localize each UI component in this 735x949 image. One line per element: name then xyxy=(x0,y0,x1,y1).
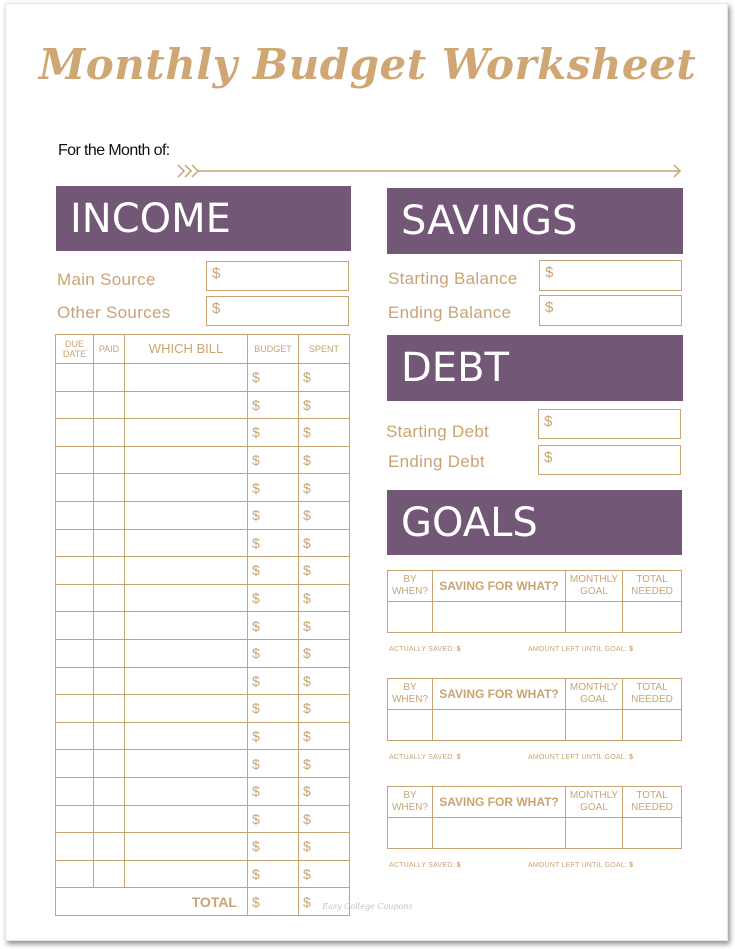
which-bill-cell[interactable] xyxy=(125,364,248,392)
due-date-cell[interactable] xyxy=(56,667,94,695)
monthly-goal-cell[interactable] xyxy=(566,710,623,741)
which-bill-cell[interactable] xyxy=(125,750,248,778)
goal-header-row xyxy=(388,571,682,602)
due-date-cell[interactable] xyxy=(56,777,94,805)
total-needed-cell[interactable] xyxy=(623,602,682,633)
saving-for-what-header: SAVING FOR WHAT? xyxy=(433,787,566,818)
budget-cell[interactable]: $ xyxy=(248,667,299,695)
monthly-goal-header: MONTHLY GOAL xyxy=(566,679,623,710)
which-bill-cell[interactable] xyxy=(125,446,248,474)
paid-cell[interactable] xyxy=(94,639,125,667)
paid-cell[interactable] xyxy=(94,364,125,392)
amount-left-currency: $ xyxy=(629,646,634,653)
goal-header-row xyxy=(388,787,682,818)
debt-ending-label: Ending Debt xyxy=(388,452,485,471)
budget-cell[interactable]: $ xyxy=(248,364,299,392)
budget-cell[interactable]: $ xyxy=(248,833,299,861)
which-bill-header: WHICH BILL xyxy=(125,335,248,364)
goal-entry-row xyxy=(388,602,682,633)
due-date-cell[interactable] xyxy=(56,557,94,585)
paid-cell[interactable] xyxy=(94,391,125,419)
which-bill-cell[interactable] xyxy=(125,667,248,695)
income-main-source-input[interactable]: $ xyxy=(206,261,349,291)
bill-row xyxy=(56,557,350,585)
spent-cell[interactable]: $ xyxy=(299,474,350,502)
bills-table xyxy=(55,334,350,916)
spent-cell[interactable]: $ xyxy=(299,529,350,557)
actually-saved-currency: $ xyxy=(456,862,461,869)
due-date-cell[interactable] xyxy=(56,860,94,888)
due-date-cell[interactable] xyxy=(56,501,94,529)
goal-header-row xyxy=(388,679,682,710)
paid-cell[interactable] xyxy=(94,474,125,502)
bill-row xyxy=(56,584,350,612)
spent-cell[interactable]: $ xyxy=(299,584,350,612)
goals-banner: GOALS xyxy=(387,490,682,555)
due-date-cell[interactable] xyxy=(56,391,94,419)
actually-saved-currency: $ xyxy=(456,646,461,653)
spent-cell[interactable]: $ xyxy=(299,557,350,585)
by-when-header: BY WHEN? xyxy=(388,679,433,710)
due-date-cell[interactable] xyxy=(56,446,94,474)
which-bill-cell[interactable] xyxy=(125,419,248,447)
spent-cell[interactable]: $ xyxy=(299,446,350,474)
savings-starting-balance-input[interactable]: $ xyxy=(539,260,682,291)
amount-left-text: AMOUNT LEFT UNTIL GOAL: xyxy=(528,862,627,869)
budget-cell[interactable]: $ xyxy=(248,695,299,723)
income-other-sources-input[interactable]: $ xyxy=(206,296,349,326)
debt-ending-input[interactable]: $ xyxy=(538,445,681,475)
which-bill-cell[interactable] xyxy=(125,501,248,529)
actually-saved-text: ACTUALLY SAVED: xyxy=(389,646,455,653)
paid-cell[interactable] xyxy=(94,446,125,474)
actually-saved-label xyxy=(389,862,461,869)
which-bill-cell[interactable] xyxy=(125,584,248,612)
bill-row xyxy=(56,501,350,529)
spent-cell[interactable]: $ xyxy=(299,860,350,888)
spent-cell[interactable]: $ xyxy=(299,364,350,392)
page-title: Monthly Budget Worksheet xyxy=(38,40,697,89)
due-date-cell[interactable] xyxy=(56,805,94,833)
by-when-header: BY WHEN? xyxy=(388,571,433,602)
saving-for-what-cell[interactable] xyxy=(433,710,566,741)
paid-cell[interactable] xyxy=(94,805,125,833)
saving-for-what-header: SAVING FOR WHAT? xyxy=(433,679,566,710)
paid-cell[interactable] xyxy=(94,419,125,447)
which-bill-cell[interactable] xyxy=(125,557,248,585)
bill-row xyxy=(56,667,350,695)
budget-cell[interactable]: $ xyxy=(248,584,299,612)
spent-cell[interactable]: $ xyxy=(299,722,350,750)
income-other-sources-label: Other Sources xyxy=(57,303,171,322)
which-bill-cell[interactable] xyxy=(125,805,248,833)
which-bill-cell[interactable] xyxy=(125,860,248,888)
paid-cell[interactable] xyxy=(94,584,125,612)
bill-row xyxy=(56,695,350,723)
goal-entry-row xyxy=(388,710,682,741)
bill-row xyxy=(56,722,350,750)
spent-header: SPENT xyxy=(299,335,350,364)
spent-cell[interactable]: $ xyxy=(299,501,350,529)
debt-banner: DEBT xyxy=(387,335,683,401)
budget-cell[interactable]: $ xyxy=(248,529,299,557)
goal-entry-row xyxy=(388,818,682,849)
bill-row xyxy=(56,529,350,557)
goal-table xyxy=(387,786,682,849)
total-needed-header: TOTAL NEEDED xyxy=(623,679,682,710)
budget-cell[interactable]: $ xyxy=(248,419,299,447)
which-bill-cell[interactable] xyxy=(125,777,248,805)
total-needed-header: TOTAL NEEDED xyxy=(623,787,682,818)
spent-cell[interactable]: $ xyxy=(299,750,350,778)
paid-cell[interactable] xyxy=(94,833,125,861)
paid-cell[interactable] xyxy=(94,501,125,529)
actually-saved-currency: $ xyxy=(456,754,461,761)
monthly-goal-header: MONTHLY GOAL xyxy=(566,571,623,602)
which-bill-cell[interactable] xyxy=(125,695,248,723)
by-when-cell[interactable] xyxy=(388,818,433,849)
spent-cell[interactable]: $ xyxy=(299,391,350,419)
budget-cell[interactable]: $ xyxy=(248,612,299,640)
monthly-goal-header: MONTHLY GOAL xyxy=(566,787,623,818)
bill-row xyxy=(56,639,350,667)
bill-row xyxy=(56,612,350,640)
due-date-cell[interactable] xyxy=(56,529,94,557)
by-when-header: BY WHEN? xyxy=(388,787,433,818)
amount-left-label xyxy=(528,754,633,761)
spent-total-cell[interactable]: $ xyxy=(299,888,350,916)
bills-header-row xyxy=(56,335,350,364)
spent-cell[interactable]: $ xyxy=(299,805,350,833)
paid-header: PAID xyxy=(94,335,125,364)
bill-row xyxy=(56,364,350,392)
which-bill-cell[interactable] xyxy=(125,722,248,750)
savings-ending-balance-input[interactable]: $ xyxy=(539,295,682,326)
total-label: TOTAL xyxy=(56,888,248,916)
spent-cell[interactable]: $ xyxy=(299,639,350,667)
savings-banner: SAVINGS xyxy=(387,188,683,254)
paid-cell[interactable] xyxy=(94,529,125,557)
debt-starting-label: Starting Debt xyxy=(386,422,490,441)
budget-cell[interactable]: $ xyxy=(248,722,299,750)
which-bill-cell[interactable] xyxy=(125,529,248,557)
paid-cell[interactable] xyxy=(94,722,125,750)
budget-total-cell[interactable]: $ xyxy=(248,888,299,916)
budget-cell[interactable]: $ xyxy=(248,777,299,805)
amount-left-text: AMOUNT LEFT UNTIL GOAL: xyxy=(528,754,627,761)
budget-cell[interactable]: $ xyxy=(248,501,299,529)
amount-left-currency: $ xyxy=(629,862,634,869)
paid-cell[interactable] xyxy=(94,750,125,778)
goal-table xyxy=(387,678,682,741)
paid-cell[interactable] xyxy=(94,557,125,585)
watermark-logo: Easy College Coupons xyxy=(322,902,413,911)
bill-row xyxy=(56,474,350,502)
bill-row xyxy=(56,860,350,888)
debt-starting-input[interactable]: $ xyxy=(538,409,681,439)
due-date-cell[interactable] xyxy=(56,639,94,667)
spent-cell[interactable]: $ xyxy=(299,777,350,805)
due-date-cell[interactable] xyxy=(56,695,94,723)
savings-starting-balance-label: Starting Balance xyxy=(388,269,518,288)
bill-row xyxy=(56,446,350,474)
bill-row xyxy=(56,805,350,833)
by-when-cell[interactable] xyxy=(388,602,433,633)
due-date-cell[interactable] xyxy=(56,612,94,640)
saving-for-what-header: SAVING FOR WHAT? xyxy=(433,571,566,602)
bill-row xyxy=(56,391,350,419)
amount-left-label xyxy=(528,646,633,653)
due-date-header: DUE DATE xyxy=(56,335,94,364)
which-bill-cell[interactable] xyxy=(125,474,248,502)
due-date-cell[interactable] xyxy=(56,364,94,392)
income-main-source-label: Main Source xyxy=(57,270,156,289)
paid-cell[interactable] xyxy=(94,612,125,640)
spent-cell[interactable]: $ xyxy=(299,419,350,447)
monthly-goal-cell[interactable] xyxy=(566,602,623,633)
budget-cell[interactable]: $ xyxy=(248,446,299,474)
spent-cell[interactable]: $ xyxy=(299,695,350,723)
spent-cell[interactable]: $ xyxy=(299,612,350,640)
which-bill-cell[interactable] xyxy=(125,612,248,640)
due-date-cell[interactable] xyxy=(56,722,94,750)
due-date-cell[interactable] xyxy=(56,833,94,861)
monthly-goal-cell[interactable] xyxy=(566,818,623,849)
paid-cell[interactable] xyxy=(94,667,125,695)
budget-cell[interactable]: $ xyxy=(248,805,299,833)
which-bill-cell[interactable] xyxy=(125,391,248,419)
month-label: For the Month of: xyxy=(58,142,170,159)
bill-row xyxy=(56,419,350,447)
spent-cell[interactable]: $ xyxy=(299,667,350,695)
budget-cell[interactable]: $ xyxy=(248,750,299,778)
budget-cell[interactable]: $ xyxy=(248,391,299,419)
budget-cell[interactable]: $ xyxy=(248,474,299,502)
income-banner: INCOME xyxy=(56,186,351,251)
bill-row xyxy=(56,777,350,805)
actually-saved-text: ACTUALLY SAVED: xyxy=(389,754,455,761)
amount-left-label xyxy=(528,862,633,869)
budget-cell[interactable]: $ xyxy=(248,860,299,888)
actually-saved-label xyxy=(389,754,461,761)
budget-cell[interactable]: $ xyxy=(248,557,299,585)
saving-for-what-cell[interactable] xyxy=(433,602,566,633)
paid-cell[interactable] xyxy=(94,860,125,888)
total-needed-header: TOTAL NEEDED xyxy=(623,571,682,602)
budget-header: BUDGET xyxy=(248,335,299,364)
which-bill-cell[interactable] xyxy=(125,639,248,667)
paid-cell[interactable] xyxy=(94,777,125,805)
actually-saved-text: ACTUALLY SAVED: xyxy=(389,862,455,869)
budget-cell[interactable]: $ xyxy=(248,639,299,667)
paid-cell[interactable] xyxy=(94,695,125,723)
amount-left-text: AMOUNT LEFT UNTIL GOAL: xyxy=(528,646,627,653)
amount-left-currency: $ xyxy=(629,754,634,761)
arrow-line-icon xyxy=(176,162,684,180)
due-date-cell[interactable] xyxy=(56,419,94,447)
which-bill-cell[interactable] xyxy=(125,833,248,861)
goal-table xyxy=(387,570,682,633)
total-needed-cell[interactable] xyxy=(623,818,682,849)
by-when-cell[interactable] xyxy=(388,710,433,741)
actually-saved-label xyxy=(389,646,461,653)
bill-row xyxy=(56,750,350,778)
due-date-cell[interactable] xyxy=(56,584,94,612)
saving-for-what-cell[interactable] xyxy=(433,818,566,849)
savings-ending-balance-label: Ending Balance xyxy=(388,303,512,322)
total-needed-cell[interactable] xyxy=(623,710,682,741)
due-date-cell[interactable] xyxy=(56,750,94,778)
spent-cell[interactable]: $ xyxy=(299,833,350,861)
due-date-cell[interactable] xyxy=(56,474,94,502)
bill-row xyxy=(56,833,350,861)
